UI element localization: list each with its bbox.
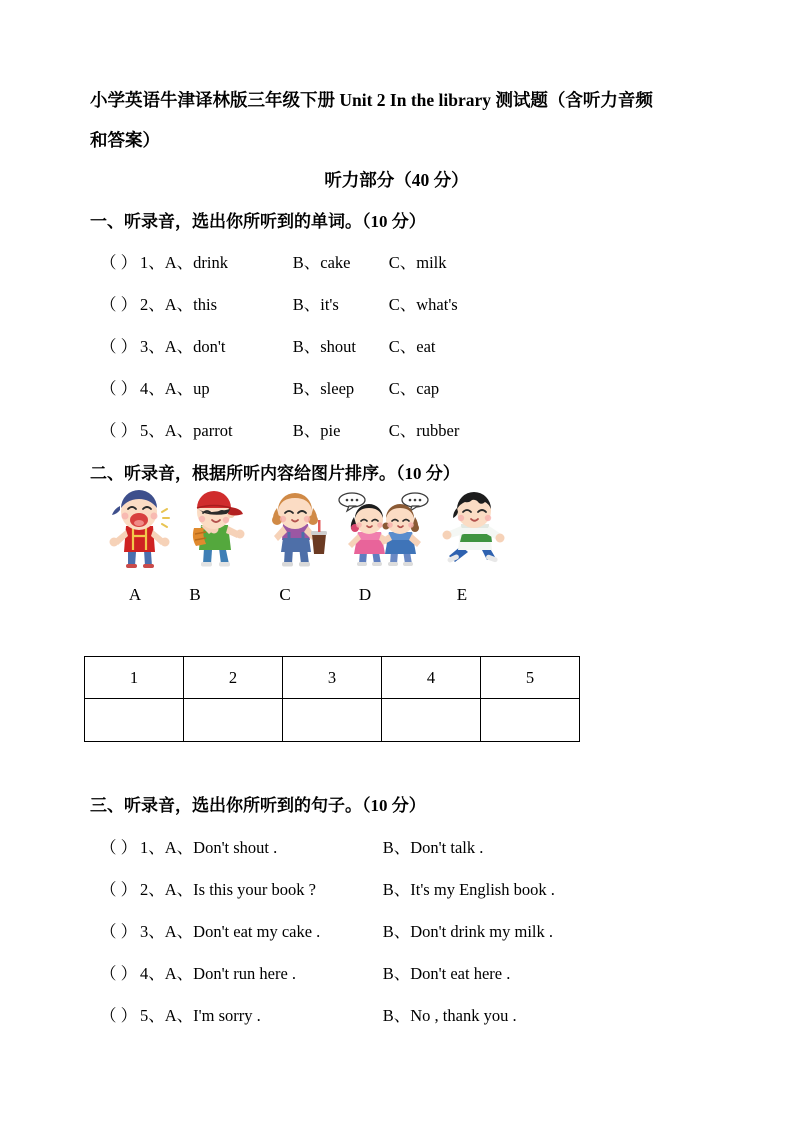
answer-blank-s3-q1[interactable]: （ ）: [100, 838, 138, 857]
listening-part-banner: 听力部分（40 分）: [324, 170, 469, 190]
answer-blank-s3-q4[interactable]: （ ）: [100, 964, 138, 983]
option-c-s1-q2[interactable]: C、what's: [388, 295, 458, 314]
question-number-s3-q4: 4、: [140, 964, 165, 983]
table-answer-cell-2[interactable]: [184, 699, 283, 742]
table-answer-cell-1[interactable]: [85, 699, 184, 742]
picture-labels: [90, 583, 540, 609]
option-c-s1-q4[interactable]: C、cap: [388, 379, 440, 398]
picture-label-d: D: [358, 585, 372, 604]
answer-blank-s1-q3[interactable]: （ ）: [100, 337, 138, 356]
table-header-1: 1: [85, 657, 184, 699]
table-row-header: [85, 657, 580, 699]
option-a-s1-q4[interactable]: A、up: [164, 379, 210, 398]
option-a-s3-q1[interactable]: A、Don't shout .: [164, 838, 278, 857]
answer-blank-s3-q3[interactable]: （ ）: [100, 922, 138, 941]
table-header-2: 2: [184, 657, 283, 699]
answer-blank-s1-q4[interactable]: （ ）: [100, 379, 138, 398]
answer-blank-s3-q5[interactable]: （ ）: [100, 1006, 138, 1025]
option-c-s1-q1[interactable]: C、milk: [388, 253, 447, 272]
question-number-s1-q4: 4、: [140, 379, 165, 398]
option-b-s3-q4[interactable]: B、Don't eat here .: [382, 964, 511, 983]
option-c-s1-q3[interactable]: C、eat: [388, 337, 436, 356]
picture-label-a: A: [128, 585, 142, 604]
option-a-s1-q2[interactable]: A、this: [164, 295, 218, 314]
answer-blank-s1-q1[interactable]: （ ）: [100, 253, 138, 272]
picture-e-boy-running: [435, 490, 513, 572]
table-answer-cell-3[interactable]: [283, 699, 382, 742]
question-number-s3-q5: 5、: [140, 1006, 165, 1025]
option-a-s3-q5[interactable]: A、I'm sorry .: [164, 1006, 261, 1025]
section-3-heading: 三、听录音，选出你所听到的句子。（10 分）: [90, 796, 426, 815]
question-number-s1-q1: 1、: [140, 253, 165, 272]
page-title-line2: 和答案）: [90, 130, 160, 150]
picture-strip: [90, 490, 540, 575]
answer-blank-s1-q5[interactable]: （ ）: [100, 421, 138, 440]
question-number-s1-q3: 3、: [140, 337, 165, 356]
option-a-s1-q3[interactable]: A、don't: [164, 337, 226, 356]
page-title-unit: Unit 2 In the library: [339, 90, 492, 110]
question-number-s1-q2: 2、: [140, 295, 165, 314]
option-b-s3-q5[interactable]: B、No , thank you .: [382, 1006, 517, 1025]
picture-label-e: E: [456, 585, 468, 604]
ordering-answer-table: [84, 656, 580, 742]
option-b-s1-q1[interactable]: B、cake: [292, 253, 351, 272]
section3-question-4: [100, 961, 510, 987]
page-title: [90, 80, 710, 160]
picture-label-c: C: [279, 585, 291, 604]
option-b-s1-q2[interactable]: B、it's: [292, 295, 339, 314]
section1-question-4: [100, 376, 439, 402]
option-a-s3-q4[interactable]: A、Don't run here .: [164, 964, 297, 983]
table-header-5: 5: [481, 657, 580, 699]
option-c-s1-q5[interactable]: C、rubber: [388, 421, 460, 440]
picture-a-shouting-child: [100, 490, 178, 572]
section1-question-1: [100, 250, 447, 276]
picture-d-girls-talking: [336, 490, 432, 572]
table-row-answers: [85, 699, 580, 742]
table-header-4: 4: [382, 657, 481, 699]
table-answer-cell-5[interactable]: [481, 699, 580, 742]
section-1-heading: 一、听录音，选出你所听到的单词。（10 分）: [90, 212, 426, 231]
picture-label-b: B: [189, 585, 201, 604]
section3-question-1: [100, 835, 483, 861]
option-a-s3-q3[interactable]: A、Don't eat my cake .: [164, 922, 321, 941]
option-b-s1-q5[interactable]: B、pie: [292, 421, 341, 440]
option-b-s3-q2[interactable]: B、It's my English book .: [382, 880, 555, 899]
section1-question-2: [100, 292, 458, 318]
section3-question-2: [100, 877, 555, 903]
question-number-s3-q3: 3、: [140, 922, 165, 941]
option-a-s1-q5[interactable]: A、parrot: [164, 421, 233, 440]
option-a-s3-q2[interactable]: A、Is this your book ?: [164, 880, 316, 899]
question-number-s3-q2: 2、: [140, 880, 165, 899]
table-header-3: 3: [283, 657, 382, 699]
option-b-s3-q1[interactable]: B、Don't talk .: [382, 838, 484, 857]
page-title-cn-part2: 测试题（含听力音频: [491, 90, 653, 110]
section3-question-3: [100, 919, 553, 945]
page-title-cn-part1: 小学英语牛津译林版三年级下册: [90, 90, 340, 110]
picture-b-boy-eating: [174, 490, 252, 572]
question-number-s1-q5: 5、: [140, 421, 165, 440]
section1-question-5: [100, 418, 459, 444]
table-answer-cell-4[interactable]: [382, 699, 481, 742]
picture-c-girl-drinking: [256, 490, 334, 572]
section3-question-5: [100, 1003, 517, 1029]
question-number-s3-q1: 1、: [140, 838, 165, 857]
option-b-s3-q3[interactable]: B、Don't drink my milk .: [382, 922, 554, 941]
answer-blank-s3-q2[interactable]: （ ）: [100, 880, 138, 899]
section1-question-3: [100, 334, 436, 360]
section-2-heading: 二、听录音，根据所听内容给图片排序。（10 分）: [90, 464, 460, 483]
option-a-s1-q1[interactable]: A、drink: [164, 253, 228, 272]
option-b-s1-q3[interactable]: B、shout: [292, 337, 357, 356]
option-b-s1-q4[interactable]: B、sleep: [292, 379, 355, 398]
answer-blank-s1-q2[interactable]: （ ）: [100, 295, 138, 314]
